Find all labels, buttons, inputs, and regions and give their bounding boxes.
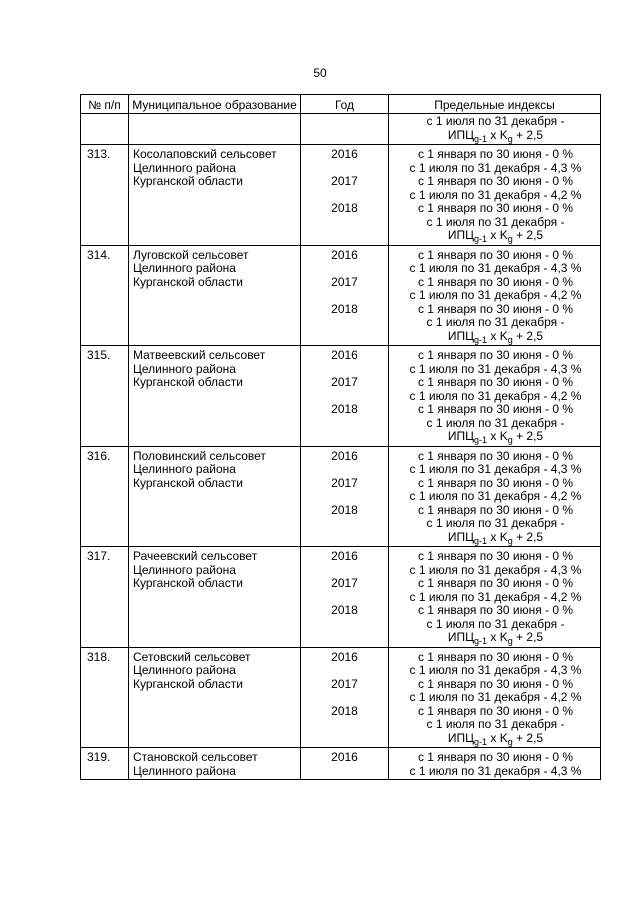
table-row [81,446,601,547]
cell-num [81,346,129,447]
cell-year [301,748,389,780]
year-spacer [301,262,388,276]
table-header-row [81,95,601,114]
index-line: с 1 июля по 31 декабря - 4,2 % [409,388,582,403]
municipality-line: Курганской области [133,676,243,691]
index-line: с 1 января по 30 июня - 0 % [417,201,574,215]
table-row [81,748,601,780]
index-line: с 1 января по 30 июня - 0 % [417,448,574,463]
table-row [81,647,601,748]
row-number: 319. [87,750,111,764]
index-line: с 1 июля по 31 декабря - 4,3 % [409,562,582,577]
header-year: Год [301,95,389,114]
year-value: 2017 [331,676,358,691]
cell-num [81,647,129,748]
year-value: 2016 [331,448,358,463]
row-number: 318. [87,649,111,664]
municipality-line: Целинного района [133,663,236,677]
year-spacer [301,564,388,578]
year-value: 2018 [331,703,358,718]
year-spacer [301,162,388,176]
index-line: с 1 января по 30 июня - 0 % [417,750,574,764]
cell-indices [389,547,601,648]
index-line: с 1 июля по 31 декабря - [426,114,565,128]
year-value: 2017 [331,375,358,389]
index-line: с 1 января по 30 июня - 0 % [417,475,574,490]
index-line: с 1 июля по 31 декабря - 4,2 % [409,489,582,503]
year-value: 2018 [331,603,358,617]
municipality-line: Целинного района [133,763,236,778]
index-formula: $ИПЦ_{g-1}$ x $K_g + 2,5$ [447,127,544,144]
index-line: с 1 января по 30 июня - 0 % [417,348,574,362]
index-line: с 1 января по 30 июня - 0 % [417,576,574,590]
row-number: 317. [87,549,111,563]
cell-municipality [129,547,301,648]
municipality-line: Сетовский сельсовет [133,649,251,664]
index-formula: $ИПЦ_{g-1}$ x $K_g + 2,5$ [447,529,544,546]
municipality-line: Рачеевский сельсовет [133,549,258,563]
index-line: с 1 января по 30 июня - 0 % [417,301,574,316]
tariff-index-table [80,94,601,780]
table-row [81,145,601,246]
table-row [81,346,601,447]
cell-year [301,346,389,447]
index-line: с 1 июля по 31 декабря - [426,315,565,329]
index-line: с 1 января по 30 июня - 0 % [417,174,574,188]
row-number: 316. [87,448,111,463]
year-value: 2016 [331,348,358,362]
year-value: 2017 [331,174,358,188]
index-line: с 1 июля по 31 декабря - [426,616,565,631]
municipality-line: Половинский сельсовет [133,448,266,463]
index-line: с 1 января по 30 июня - 0 % [417,147,574,161]
table-row [81,245,601,346]
index-line: с 1 января по 30 июня - 0 % [417,247,574,262]
municipality-line: Целинного района [133,462,236,476]
row-number: 315. [87,348,111,362]
index-formula: $ИПЦ_{g-1}$ x $K_g + 2,5$ [447,429,544,445]
cell-indices [389,114,601,145]
index-line: с 1 января по 30 июня - 0 % [417,603,574,617]
cell-municipality [129,245,301,346]
index-line: с 1 июля по 31 декабря - 4,3 % [409,261,582,275]
municipality-line: Целинного района [133,160,236,175]
index-line: с 1 января по 30 июня - 0 % [417,676,574,691]
page-number: 50 [313,66,327,80]
row-number: 313. [87,147,111,161]
municipality-line: Целинного района [133,361,236,376]
index-line: с 1 июля по 31 декабря - 4,2 % [409,690,582,704]
cell-year [301,547,389,648]
index-line: с 1 января по 30 июня - 0 % [417,502,574,517]
index-line: с 1 июля по 31 декабря - [426,415,565,430]
municipality-line: Целинного района [133,562,236,577]
year-value: 2018 [331,502,358,517]
cell-municipality [129,145,301,246]
index-formula: $ИПЦ_{g-1}$ x $K_g + 2,5$ [447,328,544,345]
index-line: с 1 июля по 31 декабря - 4,2 % [409,187,582,202]
index-line: с 1 января по 30 июня - 0 % [417,402,574,416]
index-line: с 1 июля по 31 декабря - [426,214,565,229]
index-line: с 1 июля по 31 декабря - 4,3 % [409,160,582,175]
cell-municipality [129,114,301,145]
year-value: 2016 [331,750,358,764]
index-line: с 1 января по 30 июня - 0 % [417,274,574,289]
cell-municipality [129,346,301,447]
cell-num [81,748,129,780]
municipality-line: Целинного района [133,261,236,275]
municipality-line: Курганской области [133,274,243,289]
index-line: с 1 июля по 31 декабря - 4,3 % [409,462,582,476]
cell-num [81,245,129,346]
year-value: 2018 [331,402,358,416]
municipality-line: Матвеевский сельсовет [133,348,266,362]
index-line: с 1 июля по 31 декабря - 4,2 % [409,288,582,302]
cell-num [81,446,129,547]
table-row [81,547,601,648]
cell-year [301,114,389,145]
cell-municipality [129,647,301,748]
index-line: с 1 января по 30 июня - 0 % [417,703,574,718]
municipality-line: Косолаповский сельсовет [133,147,277,161]
municipality-line: Становской сельсовет [133,750,258,764]
index-line: с 1 июля по 31 декабря - 4,3 % [409,663,582,677]
index-line: с 1 июля по 31 декабря - [426,516,565,530]
year-spacer [301,289,388,303]
municipality-line: Луговской сельсовет [133,247,249,262]
year-value: 2017 [331,475,358,490]
index-line: с 1 июля по 31 декабря - 4,3 % [409,361,582,376]
year-value: 2018 [331,301,358,316]
year-spacer [301,490,388,504]
cell-indices [389,245,601,346]
continuation-row [81,114,601,145]
cell-indices [389,145,601,246]
year-spacer [301,664,388,678]
cell-municipality [129,446,301,547]
cell-num [81,114,129,145]
index-line: с 1 июля по 31 декабря - [426,717,565,731]
year-value: 2018 [331,201,358,215]
row-number: 314. [87,247,111,262]
year-spacer [301,463,388,477]
year-value: 2016 [331,147,358,161]
year-spacer [301,591,388,605]
cell-num [81,145,129,246]
index-line: с 1 января по 30 июня - 0 % [417,649,574,664]
cell-indices [389,748,601,780]
cell-num [81,547,129,648]
year-value: 2016 [331,649,358,664]
index-line: с 1 января по 30 июня - 0 % [417,375,574,389]
municipality-line: Курганской области [133,375,243,389]
municipality-line: Курганской области [133,174,243,188]
cell-year [301,647,389,748]
year-spacer [301,189,388,203]
cell-municipality [129,748,301,780]
cell-indices [389,446,601,547]
index-line: с 1 июля по 31 декабря - 4,3 % [409,763,582,778]
year-spacer [301,390,388,404]
year-value: 2016 [331,549,358,563]
header-indices: Предельные индексы [389,95,601,114]
year-value: 2017 [331,576,358,590]
year-spacer [301,363,388,377]
year-value: 2016 [331,247,358,262]
cell-year [301,446,389,547]
index-formula: $ИПЦ_{g-1}$ x $K_g + 2,5$ [447,730,544,747]
index-line: с 1 января по 30 июня - 0 % [417,549,574,563]
year-spacer [301,691,388,705]
header-municipality: Муниципальное образование [129,95,301,114]
cell-indices [389,647,601,748]
header-num: № п/п [81,95,129,114]
index-line: с 1 июля по 31 декабря - 4,2 % [409,589,582,604]
cell-year [301,145,389,246]
municipality-line: Курганской области [133,475,243,490]
year-value: 2017 [331,274,358,289]
cell-year [301,245,389,346]
index-formula: $ИПЦ_{g-1}$ x $K_g + 2,5$ [447,228,544,244]
index-formula: $ИПЦ_{g-1}$ x $K_g + 2,5$ [447,630,544,646]
cell-indices [389,346,601,447]
municipality-line: Курганской области [133,576,243,590]
